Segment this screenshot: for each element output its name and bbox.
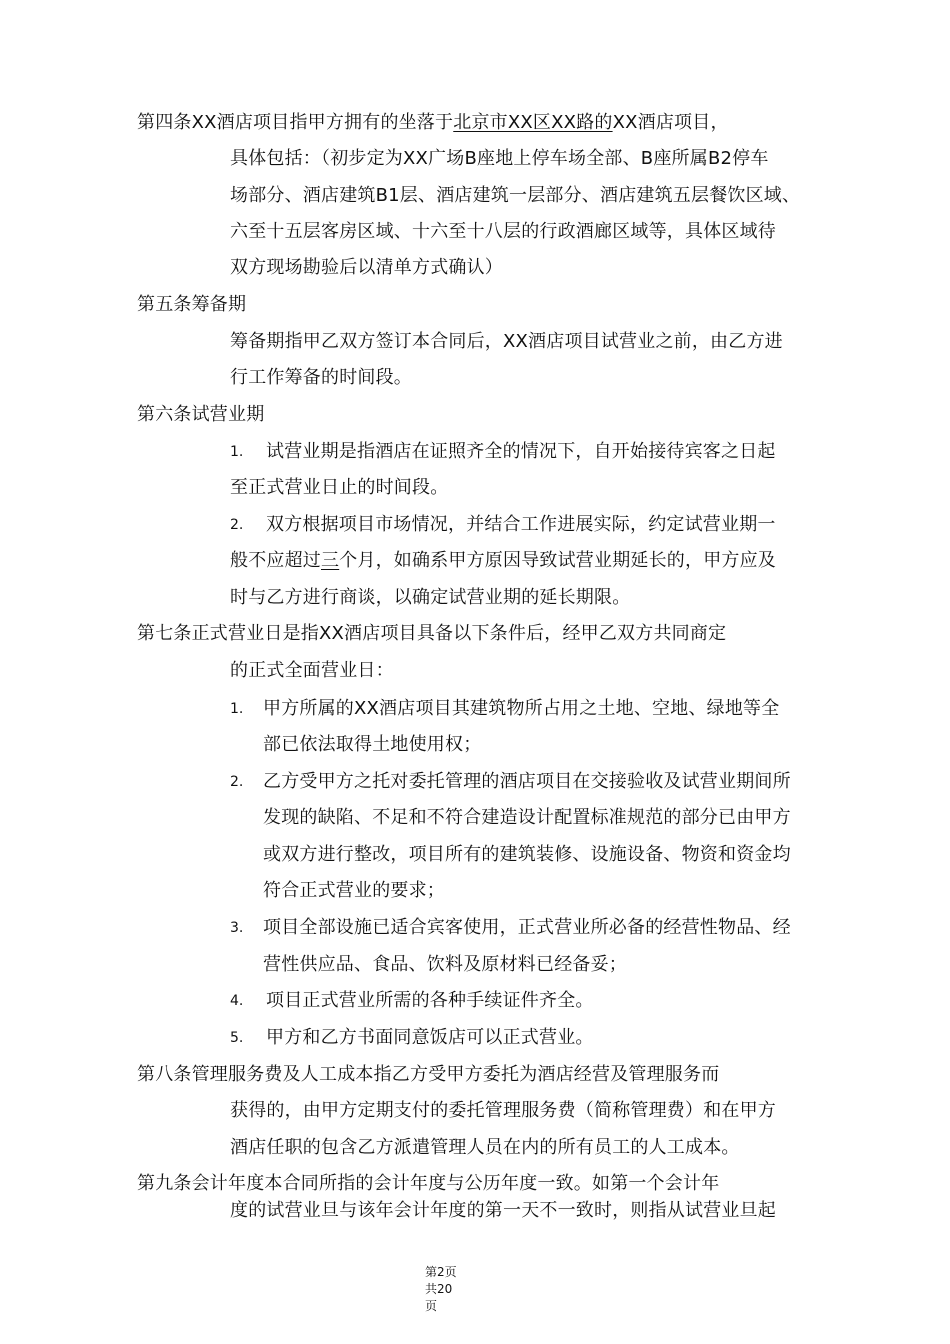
article-6-item-2-line-2 (230, 549, 776, 573)
article-7-item-3-line-2: 营性供应品、食品、饮料及原材料已经备妥； (263, 954, 627, 975)
footer-page-unit: 页 (425, 1299, 438, 1313)
article-7-item-3-line-1: 项目全部设施已适合宾客使用，正式营业所必备的经营性物品、经 (263, 917, 791, 938)
article-8-line-2: 酒店任职的包含乙方派遣管理人员在内的所有员工的人工成本。 (230, 1137, 740, 1158)
footer-page-number: 第2页 (425, 1265, 457, 1279)
article-7-item-2-number: 2. (230, 774, 244, 790)
article-4-location: 北京市XX区XX路的 (453, 112, 613, 133)
article-4-heading (137, 111, 729, 135)
article-7-item-4-number: 4. (230, 993, 244, 1009)
article-7-item-1-number: 1. (230, 701, 244, 717)
article-4-lead: 第四条XX酒店项目指甲方拥有的坐落于 (137, 112, 454, 133)
article-7-item-5-line-1: 甲方和乙方书面同意饭店可以正式营业。 (266, 1027, 594, 1048)
article-4-line-1: 具体包括：（初步定为XX广场B座地上停车场全部、B座所属B2停车 (230, 148, 769, 169)
article-7-item-1-line-1: 甲方所属的XX酒店项目其建筑物所占用之土地、空地、绿地等全 (263, 698, 780, 719)
article-8-heading: 第八条管理服务费及人工成本指乙方受甲方委托为酒店经营及管理服务而 (137, 1064, 720, 1085)
article-4-tail: XX酒店项目， (612, 112, 729, 133)
article-5-line-1: 筹备期指甲乙双方签订本合同后，XX酒店项目试营业之前，由乙方进 (230, 331, 783, 352)
article-7-item-5-number: 5. (230, 1030, 244, 1046)
article-4-line-3: 六至十五层客房区域、十六至十八层的行政酒廊区域等，具体区域待 (230, 221, 776, 242)
article-6-item-1-number: 1. (230, 444, 244, 460)
article-6-item-2-line-3: 时与乙方进行商谈，以确定试营业期的延长期限。 (230, 587, 631, 608)
article-4-line-2: 场部分、酒店建筑B1层、酒店建筑一层部分、酒店建筑五层餐饮区域、 (230, 185, 801, 206)
article-9-heading: 第九条会计年度本合同所指的会计年度与公历年度一致。如第一个会计年 (137, 1173, 720, 1194)
article-8-line-1: 获得的，由甲方定期支付的委托管理服务费（简称管理费）和在甲方 (230, 1100, 776, 1121)
article-7-heading: 第七条正式营业日是指XX酒店项目具备以下条件后，经甲乙双方共同商定 (137, 623, 727, 644)
article-6-item-1-line-2: 至正式营业日止的时间段。 (230, 477, 449, 498)
article-6-item-1-line-1: 试营业期是指酒店在证照齐全的情况下，自开始接待宾客之日起 (266, 441, 776, 462)
article-9-line-2: 度的试营业旦与该年会计年度的第一天不一致时，则指从试营业旦起 (230, 1200, 776, 1221)
article-6-item-2-number: 2. (230, 517, 244, 533)
article-7-line-2: 的正式全面营业日： (230, 660, 394, 681)
article-6-item-2-months: 三 (321, 550, 340, 571)
article-6-item-2-line-2-post: 个月，如确系甲方原因导致试营业期延长的，甲方应及 (339, 550, 777, 571)
article-5-line-2: 行工作筹备的时间段。 (230, 367, 412, 388)
article-7-item-2-line-3: 或双方进行整改，项目所有的建筑装修、设施设备、物资和资金均 (263, 844, 791, 865)
article-4-line-4: 双方现场勘验后以清单方式确认） (230, 257, 503, 278)
article-6-item-2-line-1: 双方根据项目市场情况，并结合工作进展实际，约定试营业期一 (266, 514, 776, 535)
article-7-item-4-line-1: 项目正式营业所需的各种手续证件齐全。 (266, 990, 594, 1011)
article-7-item-3-number: 3. (230, 920, 244, 936)
article-7-item-1-line-2: 部已依法取得土地使用权； (263, 734, 482, 755)
article-7-item-2-line-2: 发现的缺陷、不足和不符合建造设计配置标准规范的部分已由甲方 (263, 807, 791, 828)
article-7-item-2-line-1: 乙方受甲方之托对委托管理的酒店项目在交接验收及试营业期间所 (263, 771, 791, 792)
article-6-heading: 第六条试营业期 (137, 404, 265, 425)
article-6-item-2-line-2-pre: 般不应超过 (230, 550, 321, 571)
article-5-heading: 第五条筹备期 (137, 294, 247, 315)
article-7-item-2-line-4: 符合正式营业的要求； (263, 880, 445, 901)
footer-total-pages: 共20 (425, 1282, 453, 1296)
